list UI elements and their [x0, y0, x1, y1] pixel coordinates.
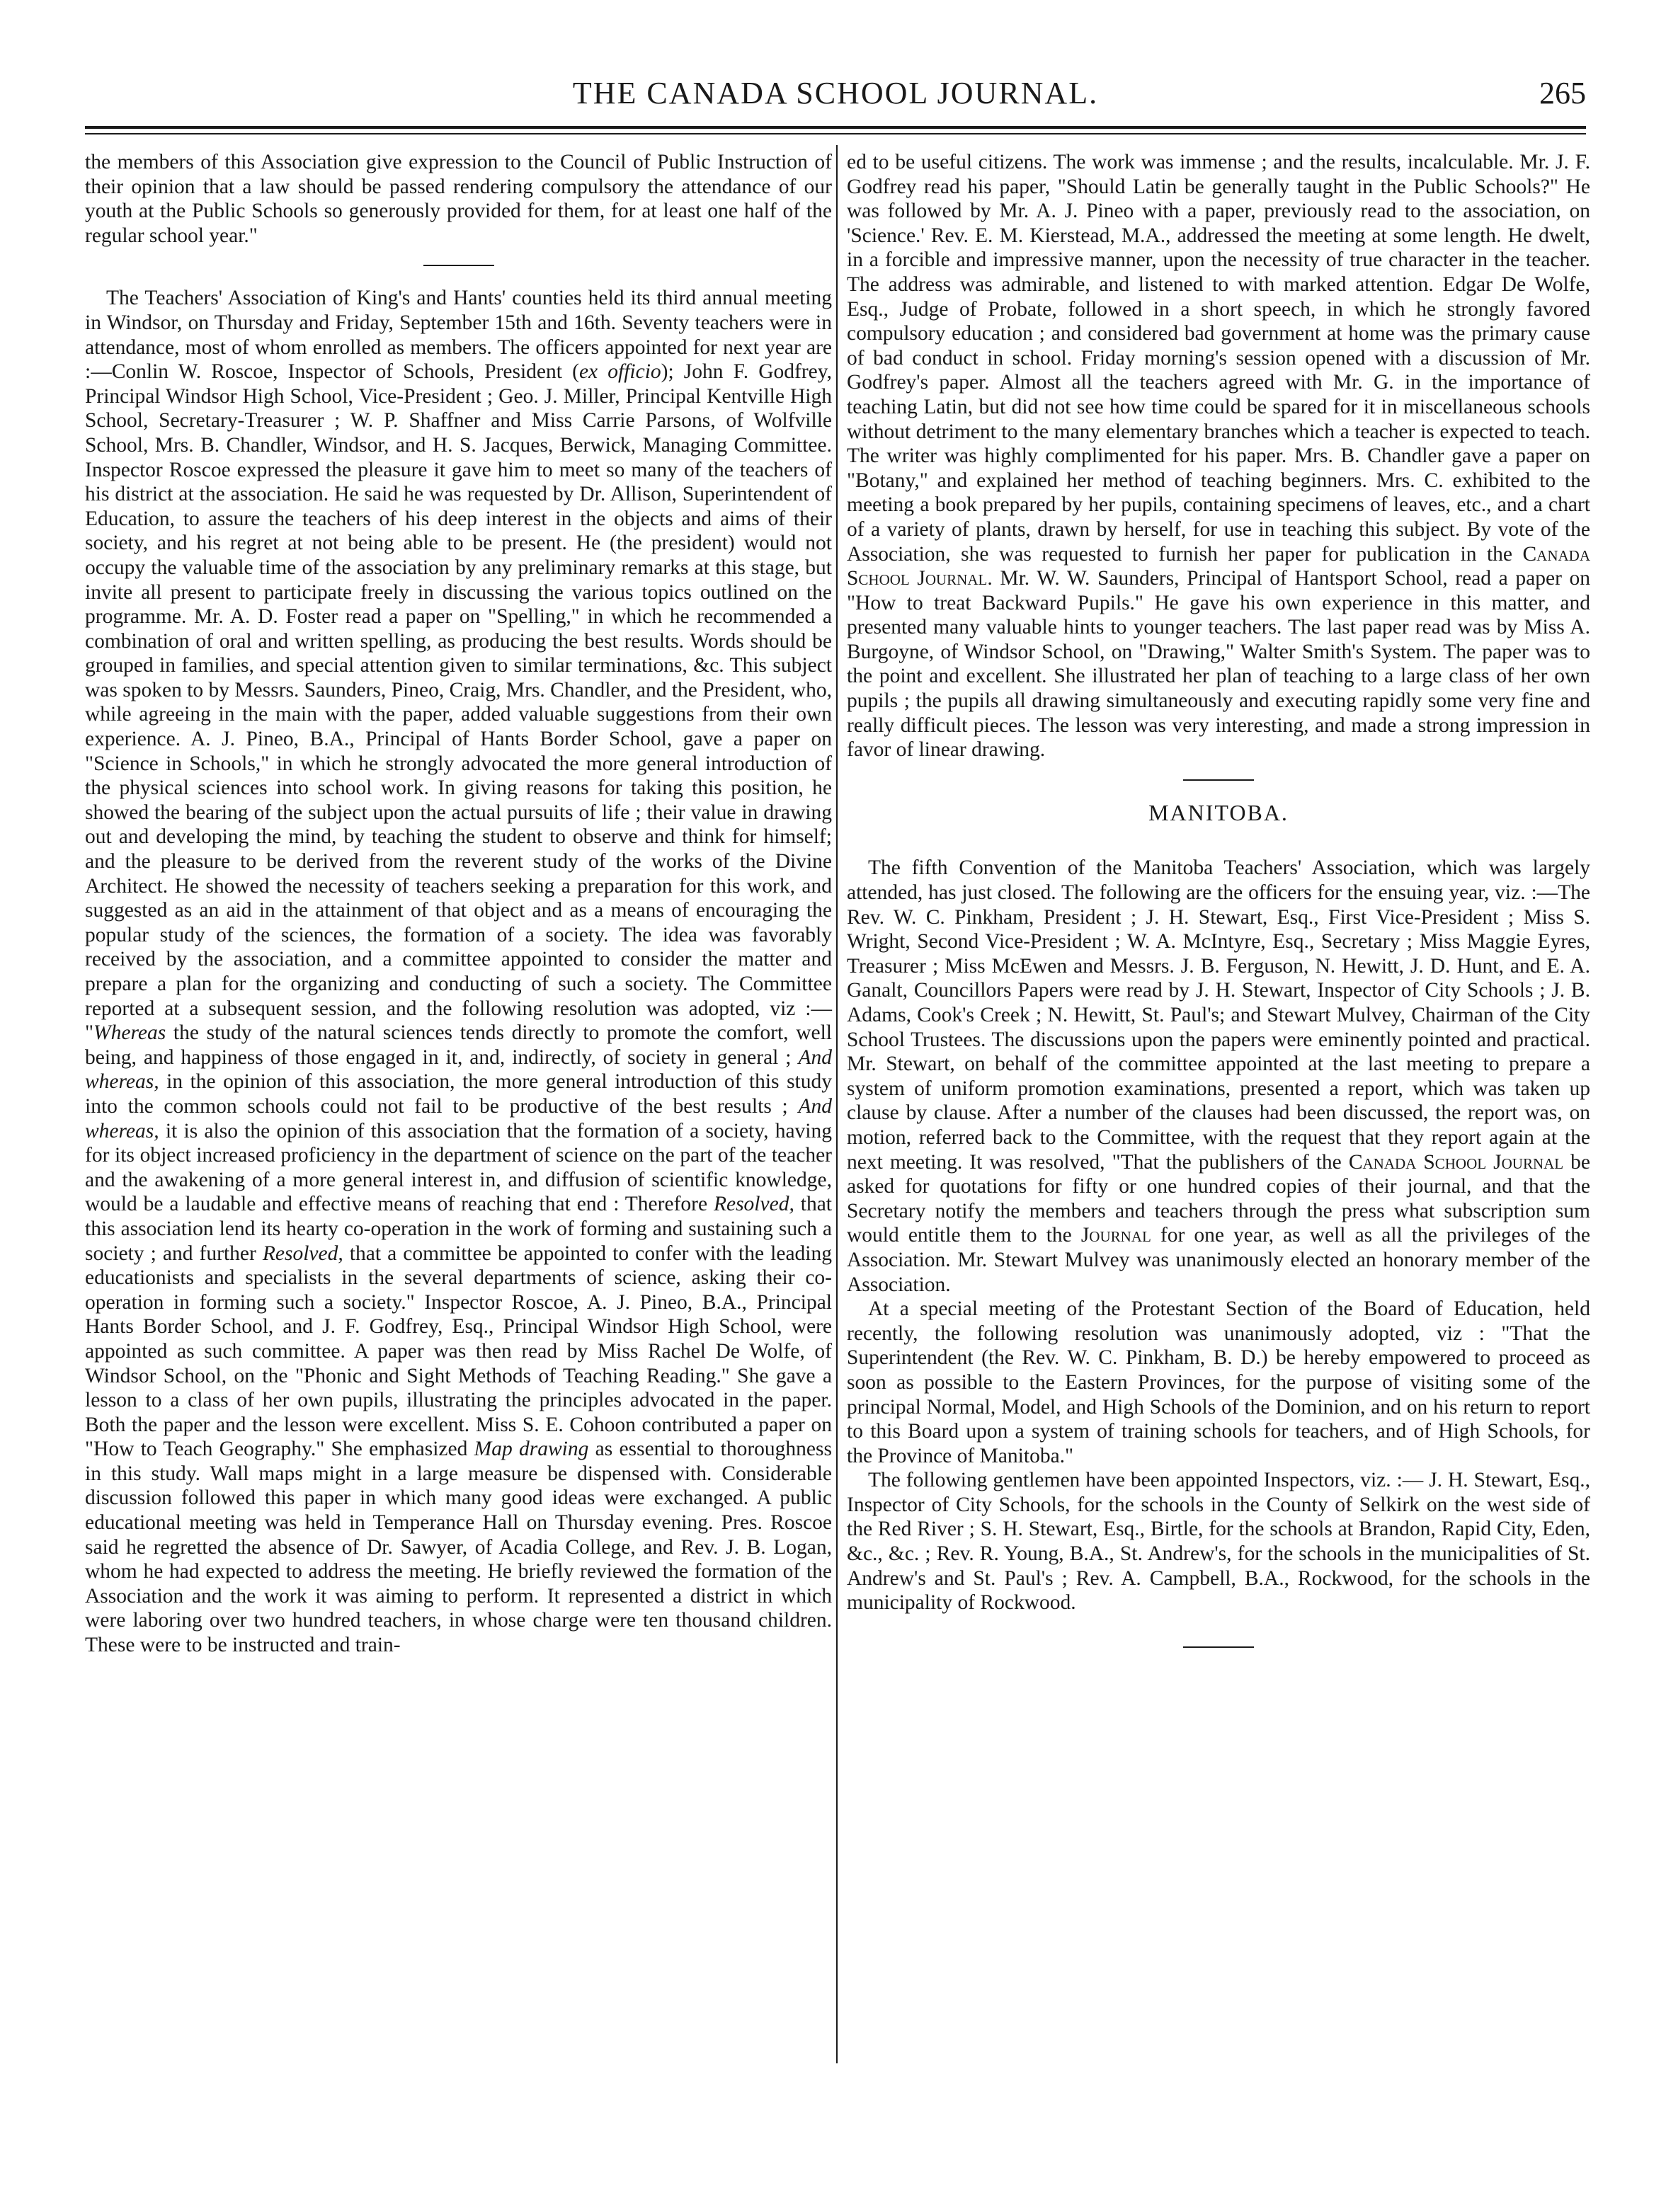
- left-column: [85, 150, 832, 1658]
- header-rule-thin: [85, 133, 1586, 134]
- paragraph-kings-hants-association: The Teachers' Association of King's and Hants' counties held its third annual meeting in Windsor, on Thursday and Friday, September 15th and 16th. Seventy teachers were in attendance, most of whom enrolled as members. The officers appointed for next year are :—Conlin W. Roscoe, Inspector of Schools, President (ex officio); John F. Godfrey, Principal Windsor High School, Vice-President ; Geo. J. Miller, Principal Kentville High School, Secretary-Treasurer ; W. P. Shaffner and Miss Carrie Parsons, of Wolfville School, Mrs. B. Chandler, Windsor, and H. S. Jacques, Berwick, Managing Committee. Inspector Roscoe expressed the pleasure it gave him to meet so many of the teachers of his district at the association. He said he was requested by Dr. Allison, Superintendent of Education, to assure the teachers of his deep interest in the objects and aims of their society, and his regret at not being able to be present. He (the president) would not occupy the valuable time of the association by any preliminary remarks at this stage, but invite all present to participate freely in discussing the various topics outlined on the programme. Mr. A. D. Foster read a paper on "Spelling," in which he recommended a combination of oral and written spelling, as producing the best results. Words should be grouped in families, and special attention given to similar terminations, &c. This subject was spoken to by Messrs. Saunders, Pineo, Craig, Mrs. Chandler, and the President, who, while agreeing in the main with the paper, added valuable suggestions from their own experience. A. J. Pineo, B.A., Principal of Hants Border School, gave a paper on "Science in Schools," in which he strongly advocated the more general introduction of the physical sciences into school work. In giving reasons for taking this position, he showed the bearing of the subject upon the actual pursuits of life ; their value in drawing out and developing the mind, by teaching the student to observe and think for himself; and the pleasure to be derived from the reverent study of the works of the Divine Architect. He showed the necessity of teachers seeking a preparation for this work, and suggested as an aid in the attainment of that object and as a means of encouraging the popular study of the sciences, the formation of a society. The idea was favorably received by the association, and a committee appointed to consider the matter and prepare a plan for the organizing and conducting of such a society. The Committee reported at a subsequent session, and the following resolution was adopted, viz :— "Whereas the study of the natural sciences tends directly to promote the comfort, well being, and happiness of those engaged in it, and, indirectly, of society in general ; And whereas, in the opinion of this association, the more general introduction of this study into the common schools could not fail to be productive of the best results ; And whereas, it is also the opinion of this association that the formation of a society, having for its object increased proficiency in the department of science on the part of the teacher and the awakening of a more general interest in, and diffusion of scientific knowledge, would be a laudable and effective means of reaching that end : Therefore Resolved, that this association lend its hearty co-operation in the work of forming and sustaining such a society ; and further Resolved, that a committee be appointed to confer with the leading educationists and specialists in the several departments of science, asking their co-operation in forming such a society." Inspector Roscoe, A. J. Pineo, B.A., Principal Hants Border School, and J. F. Godfrey, Esq., Principal Windsor High School, were appointed as such committee. A paper was then read by Miss Rachel De Wolfe, of Windsor School, on the "Phonic and Sight Methods of Teaching Reading." She gave a lesson to a class of her own pupils, illustrating the principles advocated in the paper. Both the paper and the lesson were excellent. Miss S. E. Cohoon contributed a paper on "How to Teach Geography." She emphasized Map drawing as essential to thoroughness in this study. Wall maps might in a large measure be dispensed with. Considerable discussion followed this paper in which many good ideas were exchanged. A public educational meeting was held in Temperance Hall on Thursday evening. Pres. Roscoe said he regretted the absence of Dr. Sawyer, of Acadia College, and Rev. J. B. Logan, whom he had expected to address the meeting. He briefly reviewed the formation of the Association and the work it was aiming to perform. It represented a district in which were laboring over two hundred teachers, in whose charge were ten thousand children. These were to be instructed and train-: [85, 287, 832, 1657]
- page-header: [85, 71, 1586, 113]
- section-separator: [1183, 779, 1254, 781]
- paragraph-inspectors: The following gentlemen have been appointed Inspectors, viz. :— J. H. Stewart, Esq., Inspector of City Schools, for the schools in the County of Selkirk on the west side of the Red River ; S. H. Stewart, Esq., Birtle, for the schools at Brandon, Rapid City, Eden, &c., &c. ; Rev. R. Young, B.A., St. Andrew's, for the schools in the municipalities of St. Andrew's and St. Paul's ; Rev. A. Campbell, B.A., Rockwood, for the schools in the municipality of Rockwood.: [847, 1469, 1590, 1615]
- paragraph-resolution-end: the members of this Association give expression to the Council of Public Instruction of their opinion that a law should be passed rendering compulsory the attendance of our youth at the Public Schools so generously provided for them, for at least one half of the regular school year.": [85, 151, 832, 247]
- page-number: 265: [1539, 76, 1586, 110]
- end-separator: [1183, 1646, 1254, 1648]
- paragraph-continuation: ed to be useful citizens. The work was immense ; and the results, incalculable. Mr. J. F. Godfrey read his paper, "Should Latin be generally taught in the Public Schools?" He was followed by Mr. A. J. Pineo with a paper, previously read to the association, on 'Science.' Rev. E. M. Kierstead, M.A., addressed the meeting at some length. He dwelt, in a forcible and impressive manner, upon the necessity of true character in the teacher. The address was admirable, and listened to with marked attention. Edgar De Wolfe, Esq., Judge of Probate, followed in a short speech, in which he strongly favored compulsory education ; and considered bad government at home was the primary cause of bad conduct in school. Friday morning's session opened with a discussion of Mr. Godfrey's paper. Almost all the teachers agreed with Mr. G. in the importance of teaching Latin, but did not see how time could be spared for it in miscellaneous schools without detriment to the many elementary branches which a teacher is expected to teach. The writer was highly complimented for his paper. Mrs. B. Chandler gave a paper on "Botany," and explained her method of teaching beginners. Mrs. C. exhibited to the meeting a book prepared by her pupils, containing specimens of leaves, etc., and a chart of a variety of plants, drawn by herself, for use in teaching this subject. By vote of the Association, she was requested to furnish her paper for publication in the Canada School Journal. Mr. W. W. Saunders, Principal of Hantsport School, read a paper on "How to treat Backward Pupils." He gave his own experience in this matter, and presented many valuable hints to younger teachers. The last paper read was by Miss A. Burgoyne, of Windsor School, on "Drawing," Walter Smith's System. The paper was to the point and excellent. She illustrated her plan of teaching to a large class of her own pupils ; the pupils all drawing simultaneously and executing rapidly some very fine and really difficult pieces. The lesson was very interesting, and made a strong impression in favor of linear drawing.: [847, 151, 1591, 762]
- header-rule-thick: [85, 126, 1586, 129]
- section-heading-manitoba: MANITOBA.: [1148, 799, 1289, 825]
- journal-title: THE CANADA SCHOOL JOURNAL.: [572, 76, 1099, 110]
- column-divider: [836, 145, 838, 2063]
- paragraph-protestant-section: At a special meeting of the Protestant Section of the Board of Education, held recently, the following resolution was unanimously adopted, viz : "That the Superintendent (the Rev. W. C. Pinkham, B. D.) be hereby empowered to proceed as soon as possible to the Eastern Provinces, for the purpose of visiting some of the principal Normal, Model, and High Schools of the Dominion, and on his return to report to this Board upon a system of training schools for teachers, and of High Schools, for the Province of Manitoba.": [847, 1297, 1590, 1467]
- section-separator: [423, 265, 494, 266]
- paragraph-manitoba-convention: The fifth Convention of the Manitoba Teachers' Association, which was largely attended, has just closed. The following are the officers for the ensuing year, viz. :—The Rev. W. C. Pinkham, President ; J. H. Stewart, Esq., First Vice-President ; Miss S. Wright, Second Vice-President ; W. A. McIntyre, Esq., Secretary ; Miss Maggie Eyres, Treasurer ; Miss McEwen and Messrs. J. B. Ferguson, N. Hewitt, J. D. Hunt, and E. A. Ganalt, Councillors Papers were read by J. H. Stewart, Inspector of City Schools ; J. B. Adams, Cook's Creek ; N. Hewitt, St. Paul's; and Stewart Mulvey, Chairman of the City School Trustees. The discussions upon the papers were eminently pointed and practical. Mr. Stewart, on behalf of the committee appointed at the last meeting to prepare a system of uniform promotion examinations, presented a report, which was taken up clause by clause. After a number of the clauses had been discussed, the report was, on motion, referred back to the Committee, with the request that they report again at the next meeting. It was resolved, "That the publishers of the Canada School Journal be asked for quotations for fifty or one hundred copies of their journal, and that the Secretary notify the members and teachers through the press what subscription sum would entitle them to the Journal for one year, as well as all the privileges of the Association. Mr. Stewart Mulvey was unanimously elected an honorary member of the Association.: [847, 856, 1590, 1296]
- right-column: [847, 150, 1590, 1648]
